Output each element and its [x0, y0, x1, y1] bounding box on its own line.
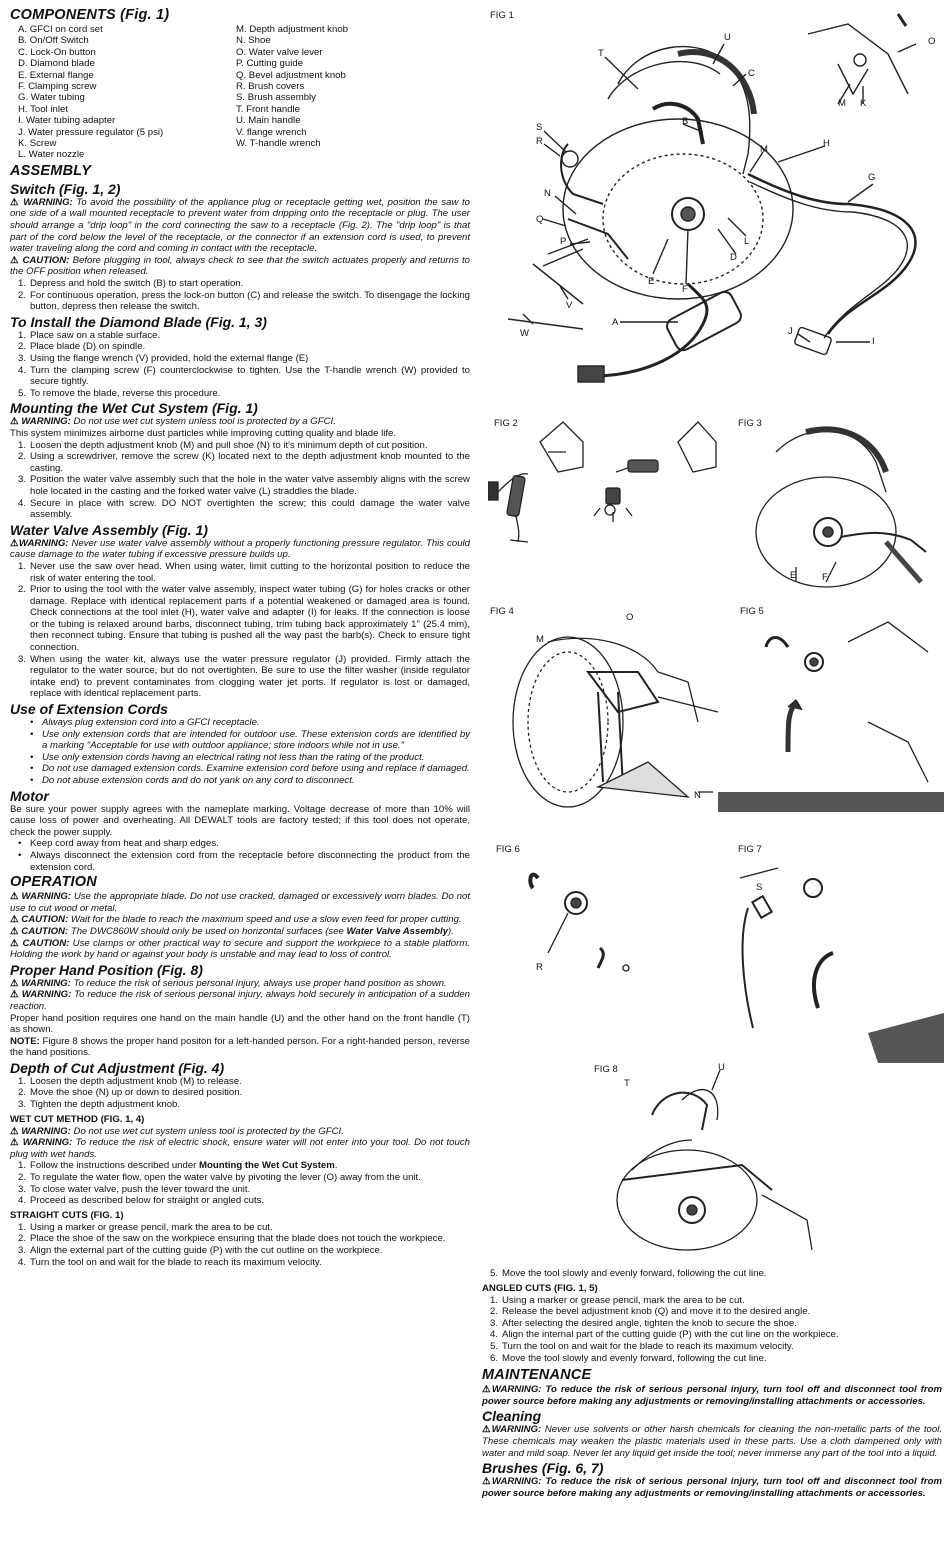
figure-callout-label: L — [744, 236, 750, 247]
wet-cut-intro: This system minimizes airborne dust particles while improving cutting quality and blade life. — [10, 427, 397, 439]
figure-title: FIG 3 — [738, 418, 762, 429]
operation-warnings — [10, 891, 470, 961]
figure-title: FIG 6 — [496, 844, 520, 855]
warning-paragraph: ⚠ WARNING: To reduce the risk of serious personal injury, always hold securely in anticipation of a sudden reaction. — [10, 989, 470, 1012]
warning-label: WARNING: — [491, 1476, 542, 1488]
figure-callout-label: K — [860, 98, 867, 109]
list-item: • Always plug extension cord into a GFCI receptacle. — [30, 717, 470, 729]
list-item: 6. Move the tool slowly and evenly forward, following the cut line. — [490, 1352, 767, 1364]
straight-steps-continued — [482, 1268, 942, 1280]
figure-callout-label: R — [536, 962, 543, 973]
motor-text: Be sure your power supply agrees with the nameplate marking. Voltage decrease of more than 10% will cause loss of power and overheating. All DEWALT tools are factory tested; if this tool does not operate, check the power supply. — [10, 803, 470, 838]
list-item: 2. Release the bevel adjustment knob (Q) and move it to the desired angle. — [490, 1306, 811, 1318]
figure-callout-label: H — [823, 138, 830, 149]
figure-callout-label: I — [872, 336, 875, 347]
blade-install-drawing — [736, 412, 944, 592]
hand-position-text: Proper hand position requires one hand on the main handle (U) and the other hand on the front handle (T) as shown. — [10, 1012, 470, 1036]
component-item: R. Brush covers — [236, 81, 305, 93]
component-item: M. Depth adjustment knob — [236, 24, 348, 35]
list-item: 2. Move the shoe (N) up or down to desired position. — [18, 1087, 243, 1099]
list-item: 2. Prior to using the tool with the water valve assembly, inspect water tubing (G) for holes cracks or other damage. Replace with identical replacement parts if a potential weakened or damaged area is found. Check connections at the tool inlet (H), water valve and adapter (I) for leaks. If the connection is loose or the tubing is relaxed around barbs, disconnect tubing, trim tubing back approximately 1" (25.4 mm), then reconnect tubing. Ensure that tubing is pushed all the way past the barb(s). Check to ensure tight connection. — [18, 584, 470, 654]
water-valve-heading: Water Valve Assembly (Fig. 1) — [10, 521, 208, 538]
list-item: 5. To remove the blade, reverse this procedure. — [18, 387, 221, 399]
warning-icon: ⚠ — [10, 1137, 20, 1149]
warning-text: To reduce the risk of serious personal injury, turn tool off and disconnect tool from power source before making any adjustments or removing/installing attachments or accessories. — [482, 1476, 942, 1499]
depth-heading: Depth of Cut Adjustment (Fig. 4) — [10, 1059, 225, 1076]
figure-callout-label: T — [624, 1078, 630, 1089]
component-item: S. Brush assembly — [236, 92, 316, 104]
saw-drawing — [488, 4, 944, 396]
figure-callout-label: M — [760, 144, 768, 155]
list-item: 3. To close water valve, push the lever toward the unit. — [18, 1183, 251, 1195]
straight-steps — [10, 1222, 470, 1268]
component-item: N. Shoe — [236, 35, 271, 47]
figure-8 — [592, 1060, 842, 1260]
figure-callout-label: O — [928, 36, 936, 47]
figure-callout-label: E — [790, 570, 797, 581]
warning-icon: ⚠ — [10, 989, 19, 1001]
operation-heading: OPERATION — [10, 874, 97, 891]
list-item: 1. Depress and hold the switch (B) to start operation. — [18, 278, 244, 290]
component-item: B. On/Off Switch — [18, 35, 89, 47]
figure-callout-label: M — [838, 98, 846, 109]
warning-text: Do not use wet cut system unless tool is protected by a GFCI. — [73, 416, 336, 428]
list-item: • Use only extension cords having an electrical rating not less than the rating of the product. — [30, 752, 470, 764]
list-item: 4. Align the internal part of the cutting guide (P) with the cut line on the workpiece. — [490, 1329, 839, 1341]
list-item: 1. Using a marker or grease pencil, mark the area to be cut. — [490, 1294, 745, 1306]
figure-title: FIG 4 — [490, 606, 514, 617]
list-item: 4. Turn the tool on and wait for the blade to reach its maximum velocity. — [18, 1256, 322, 1268]
figure-callout-label: T — [598, 48, 604, 59]
list-item: 3. After selecting the desired angle, tighten the knob to secure the shoe. — [490, 1317, 797, 1329]
component-item: G. Water tubing — [18, 92, 85, 104]
warning-paragraph: ⚠ WARNING: Use the appropriate blade. Do not use cracked, damaged or excessively worn blades. Do not use to cut wood or metal. — [10, 891, 470, 914]
brushes-heading: Brushes (Fig. 6, 7) — [482, 1460, 604, 1477]
install-blade-steps — [10, 330, 470, 400]
figure-callout-label: P — [560, 236, 567, 247]
figure-callout-label: S — [536, 122, 543, 133]
brushes-warning — [482, 1476, 942, 1499]
component-item: T. Front handle — [236, 103, 300, 115]
list-item: 1. Place saw on a stable surface. — [18, 329, 161, 341]
warning-text: Never use water valve assembly without a properly functioning pressure regulator. This could cause damage to the water tubing if excessive pressure builds up. — [10, 537, 470, 561]
list-item: 1. Follow the instructions described under Mounting the Wet Cut System. — [18, 1160, 338, 1172]
warning-icon: ⚠ — [10, 891, 19, 903]
warning-label: WARNING: — [491, 1384, 542, 1396]
list-item: 2. Place the shoe of the saw on the workpiece ensuring that the blade does not touch the workpiece. — [18, 1233, 446, 1245]
water-valve-steps — [10, 561, 470, 700]
drip-loop-drawing — [488, 412, 736, 562]
warning-text: To reduce the risk of serious personal injury, turn tool off and disconnect tool from power source before making any adjustments or removing/installing attachments or accessories. — [482, 1384, 942, 1407]
component-item: D. Diamond blade — [18, 58, 95, 70]
warning-paragraph: ⚠ WARNING: To reduce the risk of serious personal injury, always use proper hand position as shown. — [10, 977, 447, 989]
components-left — [18, 24, 236, 161]
note-text: Figure 8 shows the proper hand positon for a left-handed person. For a right-handed person, reverse the hand positions. — [10, 1035, 470, 1059]
list-item: 2. Place blade (D) on spindle. — [18, 341, 146, 353]
caution-text: Before plugging in tool, always check to see that the switch actuates properly and returns to the OFF position when released. — [10, 254, 470, 278]
warning-paragraph: ⚠ CAUTION: The DWC860W should only be used on horizontal surfaces (see Water Valve Assembly). — [10, 925, 454, 937]
cleaning-heading: Cleaning — [482, 1408, 542, 1425]
figure-title: FIG 5 — [740, 606, 764, 617]
extension-heading: Use of Extension Cords — [10, 701, 168, 718]
hand-position-note — [10, 1036, 470, 1059]
depth-adjust-drawing — [488, 602, 944, 830]
component-item: C. Lock-On button — [18, 46, 96, 58]
extension-bullets — [10, 717, 470, 787]
component-item: V. flange wrench — [236, 126, 307, 138]
warning-text: Never use solvents or other harsh chemicals for cleaning the non-metallic parts of the tool. These chemicals may weaken the plastic materials used in these parts. Use a cloth dampened only with water and mild soap. Never let any liquid get inside the tool; never immerse any part of the tool into a liquid. — [482, 1424, 942, 1459]
warning-icon: ⚠ — [482, 1424, 492, 1436]
warning-icon: ⚠ — [10, 925, 19, 937]
list-item: 4. Secure in place with screw. DO NOT overtighten the screw; this could damage the water valve assembly. — [18, 497, 470, 521]
component-item: J. Water pressure regulator (5 psi) — [18, 126, 164, 138]
wet-method-steps — [10, 1160, 470, 1172]
wet-cut-warning — [10, 416, 470, 428]
right-column — [482, 1268, 942, 1499]
warning-icon: ⚠ — [10, 416, 19, 428]
warning-icon: ⚠ — [10, 196, 20, 208]
figure-title: FIG 1 — [490, 10, 514, 21]
list-item: • Always disconnect the extension cord from the receptacle before disconnecting the product from the extension cord. — [18, 850, 470, 873]
figure-callout-label: W — [520, 328, 529, 339]
figure-6-7 — [488, 838, 944, 1070]
component-item: U. Main handle — [236, 115, 301, 127]
component-item: F. Clamping screw — [18, 81, 97, 93]
component-item: Q. Bevel adjustment knob — [236, 69, 346, 81]
warning-label: WARNING: — [491, 1424, 542, 1436]
list-item: 3. Tighten the depth adjustment knob. — [18, 1099, 181, 1111]
component-item: L. Water nozzle — [18, 149, 85, 161]
figure-callout-label: R — [536, 136, 543, 147]
figure-callout-label: V — [566, 300, 573, 311]
note-label: NOTE: — [10, 1035, 40, 1047]
figure-2 — [488, 412, 736, 562]
motor-bullets — [10, 838, 470, 873]
wet-method-steps-rest — [10, 1172, 470, 1207]
warning-label: WARNING: — [21, 416, 71, 428]
component-item: E. External flange — [18, 69, 94, 81]
figure-callout-label: U — [724, 32, 731, 43]
hand-position-warnings — [10, 978, 470, 1013]
list-item: 4. Proceed as described below for straight or angled cuts. — [18, 1195, 265, 1207]
components-right — [236, 24, 456, 161]
wet-cut-steps — [10, 440, 470, 521]
assembly-heading: ASSEMBLY — [10, 162, 92, 179]
switch-caution — [10, 255, 470, 278]
component-item: A. GFCI on cord set — [18, 24, 103, 35]
switch-warning — [10, 197, 470, 255]
motor-heading: Motor — [10, 787, 49, 804]
list-item: 3. Using the flange wrench (V) provided, hold the external flange (E) — [18, 353, 309, 364]
figure-callout-label: M — [536, 634, 544, 645]
warning-label: WARNING: — [18, 537, 69, 549]
install-blade-heading: To Install the Diamond Blade (Fig. 1, 3) — [10, 313, 267, 330]
list-item: 1. Never use the saw over head. When using water, limit cutting to the horizontal position to reduce the risk of water entering the tool. — [18, 560, 470, 584]
warning-paragraph: ⚠ WARNING: To reduce the risk of electric shock, ensure water will not enter into your tool. Do not touch plug with wet hands. — [10, 1137, 470, 1160]
list-item: • Do not use damaged extension cords. Examine extension cord before using and replace if damaged. — [30, 763, 470, 775]
warning-icon: ⚠ — [10, 937, 20, 949]
components-list — [10, 24, 470, 161]
figure-callout-label: N — [544, 188, 551, 199]
maintenance-warning — [482, 1384, 942, 1407]
figure-callout-label: D — [730, 252, 737, 263]
list-item: 3. When using the water kit, always use the water pressure regulator (J) provided. Firmly attach the regulator to the water source, but do not overtighten. Be sure to use the filter washer (inside regulator intake end) to prevent contaminates from clogging water jet ports. If regulator is lost or damaged, replace with identical replacement parts. — [18, 653, 470, 700]
straight-heading: STRAIGHT CUTS (FIG. 1) — [10, 1209, 124, 1221]
angled-steps — [482, 1295, 942, 1365]
component-item: O. Water valve lever — [236, 46, 323, 58]
figure-callout-label: U — [718, 1062, 725, 1073]
warning-icon: ⚠ — [10, 254, 20, 266]
component-item: H. Tool inlet — [18, 103, 68, 115]
angled-heading: ANGLED CUTS (FIG. 1, 5) — [482, 1282, 598, 1294]
warning-icon: ⚠ — [10, 914, 19, 926]
figure-callout-label: N — [694, 790, 701, 801]
cleaning-warning — [482, 1424, 942, 1459]
figure-title: FIG 7 — [738, 844, 762, 855]
component-item: W. T-handle wrench — [236, 138, 321, 150]
list-item: 1. Using a marker or grease pencil, mark the area to be cut. — [18, 1221, 273, 1233]
depth-steps — [10, 1076, 470, 1111]
figure-callout-label: J — [788, 326, 793, 337]
wet-method-heading: WET CUT METHOD (FIG. 1, 4) — [10, 1113, 145, 1125]
warning-icon: ⚠ — [10, 537, 19, 549]
wet-cut-heading: Mounting the Wet Cut System (Fig. 1) — [10, 400, 258, 417]
list-item: 3. Align the external part of the cutting guide (P) with the cut outline on the workpiece. — [18, 1245, 383, 1256]
water-valve-warning — [10, 538, 470, 561]
figure-callout-label: S — [756, 882, 763, 893]
list-item: • Do not abuse extension cords and do not yank on any cord to disconnect. — [30, 775, 470, 787]
figure-callout-label: F — [822, 572, 828, 583]
list-item: • Use only extension cords that are intended for outdoor use. These extension cords are identified by a marking "Acceptable for use with outdoor appliance; store indoors while not in use." — [30, 729, 470, 752]
components-heading: COMPONENTS (Fig. 1) — [10, 7, 170, 23]
brush-drawing — [488, 838, 944, 1070]
wet-method-warnings — [10, 1126, 470, 1161]
list-item: 1. Loosen the depth adjustment knob (M) and pull shoe (N) to it's minimum depth of cut position. — [18, 439, 428, 451]
warning-label: WARNING: — [23, 196, 73, 208]
component-item: K. Screw — [18, 138, 57, 150]
warning-icon: ⚠ — [482, 1476, 492, 1488]
figure-callout-label: C — [748, 68, 755, 79]
figure-callout-label: F — [682, 284, 688, 295]
warning-text: To avoid the possibility of the appliance plug or receptacle getting wet, position the saw to one side of a wall mounted receptacle to prevent water from dripping onto the receptacle or plug. The user should arrange a "drip loop" in the cord connecting the saw to a receptacle (Fig. 2). The "drip loop" is that part of the cord below the level of the receptacle, or the connector if an extension cord is used, to prevent water traveling along the cord and coming in contact with the receptacle. — [10, 196, 470, 255]
list-item: 4. Turn the clamping screw (F) counterclockwise to tighten. Use the T-handle wrench (W) provided to secure tightly. — [18, 364, 470, 388]
figure-callout-label: Q — [536, 214, 544, 225]
list-item: 2. For continuous operation, press the lock-on button (C) and release the switch. To disengage the locking button, depress then release the switch. — [18, 289, 470, 313]
warning-icon: ⚠ — [10, 1125, 19, 1137]
list-item: 3. Position the water valve assembly such that the hole in the water valve assembly aligns with the screw hole located in the casting and the forked water valve (L) straddles the blade. — [18, 474, 470, 497]
switch-heading: Switch (Fig. 1, 2) — [10, 180, 121, 197]
figure-callout-label: G — [868, 172, 876, 183]
list-item: 2. To regulate the water flow, open the water valve by pivoting the lever (O) away from the unit. — [18, 1172, 421, 1184]
warning-icon: ⚠ — [10, 977, 19, 989]
warning-icon: ⚠ — [482, 1384, 492, 1396]
warning-paragraph: ⚠ WARNING: Do not use wet cut system unless tool is protected by the GFCI. — [10, 1125, 344, 1137]
warning-paragraph: ⚠ CAUTION: Use clamps or other practical way to secure and support the workpiece to a stable platform. Holding the work by hand or against your body is unstable and may lead to loss of control. — [10, 937, 470, 961]
list-item: 5. Move the tool slowly and evenly forward, following the cut line. — [490, 1268, 767, 1279]
hand-position-heading: Proper Hand Position (Fig. 8) — [10, 961, 203, 978]
caution-label: CAUTION: — [22, 254, 70, 266]
left-column — [10, 6, 470, 1268]
figure-callout-label: E — [648, 276, 655, 287]
hand-position-drawing — [592, 1060, 842, 1260]
figure-title: FIG 2 — [494, 418, 518, 429]
figure-callout-label: A — [612, 317, 619, 328]
figure-title: FIG 8 — [594, 1064, 618, 1075]
figure-callout-label: B — [682, 116, 689, 127]
warning-paragraph: ⚠ CAUTION: Wait for the blade to reach the maximum speed and use a slow even feed for proper cutting. — [10, 914, 462, 926]
list-item: 1. Loosen the depth adjustment knob (M) to release. — [18, 1075, 242, 1087]
figure-callout-label: O — [626, 612, 634, 623]
list-item: • Keep cord away from heat and sharp edges. — [18, 838, 470, 850]
component-item: P. Cutting guide — [236, 58, 304, 70]
figure-3 — [736, 412, 944, 592]
list-item: 5. Turn the tool on and wait for the blade to reach its maximum velocity. — [490, 1340, 794, 1352]
figure-1 — [488, 4, 944, 396]
figure-4 — [488, 602, 944, 830]
switch-steps — [10, 278, 470, 313]
list-item: 2. Using a screwdriver, remove the screw (K) located next to the depth adjustment knob mounted to the casting. — [18, 451, 470, 474]
component-item: I. Water tubing adapter — [18, 115, 116, 127]
maintenance-heading: MAINTENANCE — [482, 1367, 592, 1384]
